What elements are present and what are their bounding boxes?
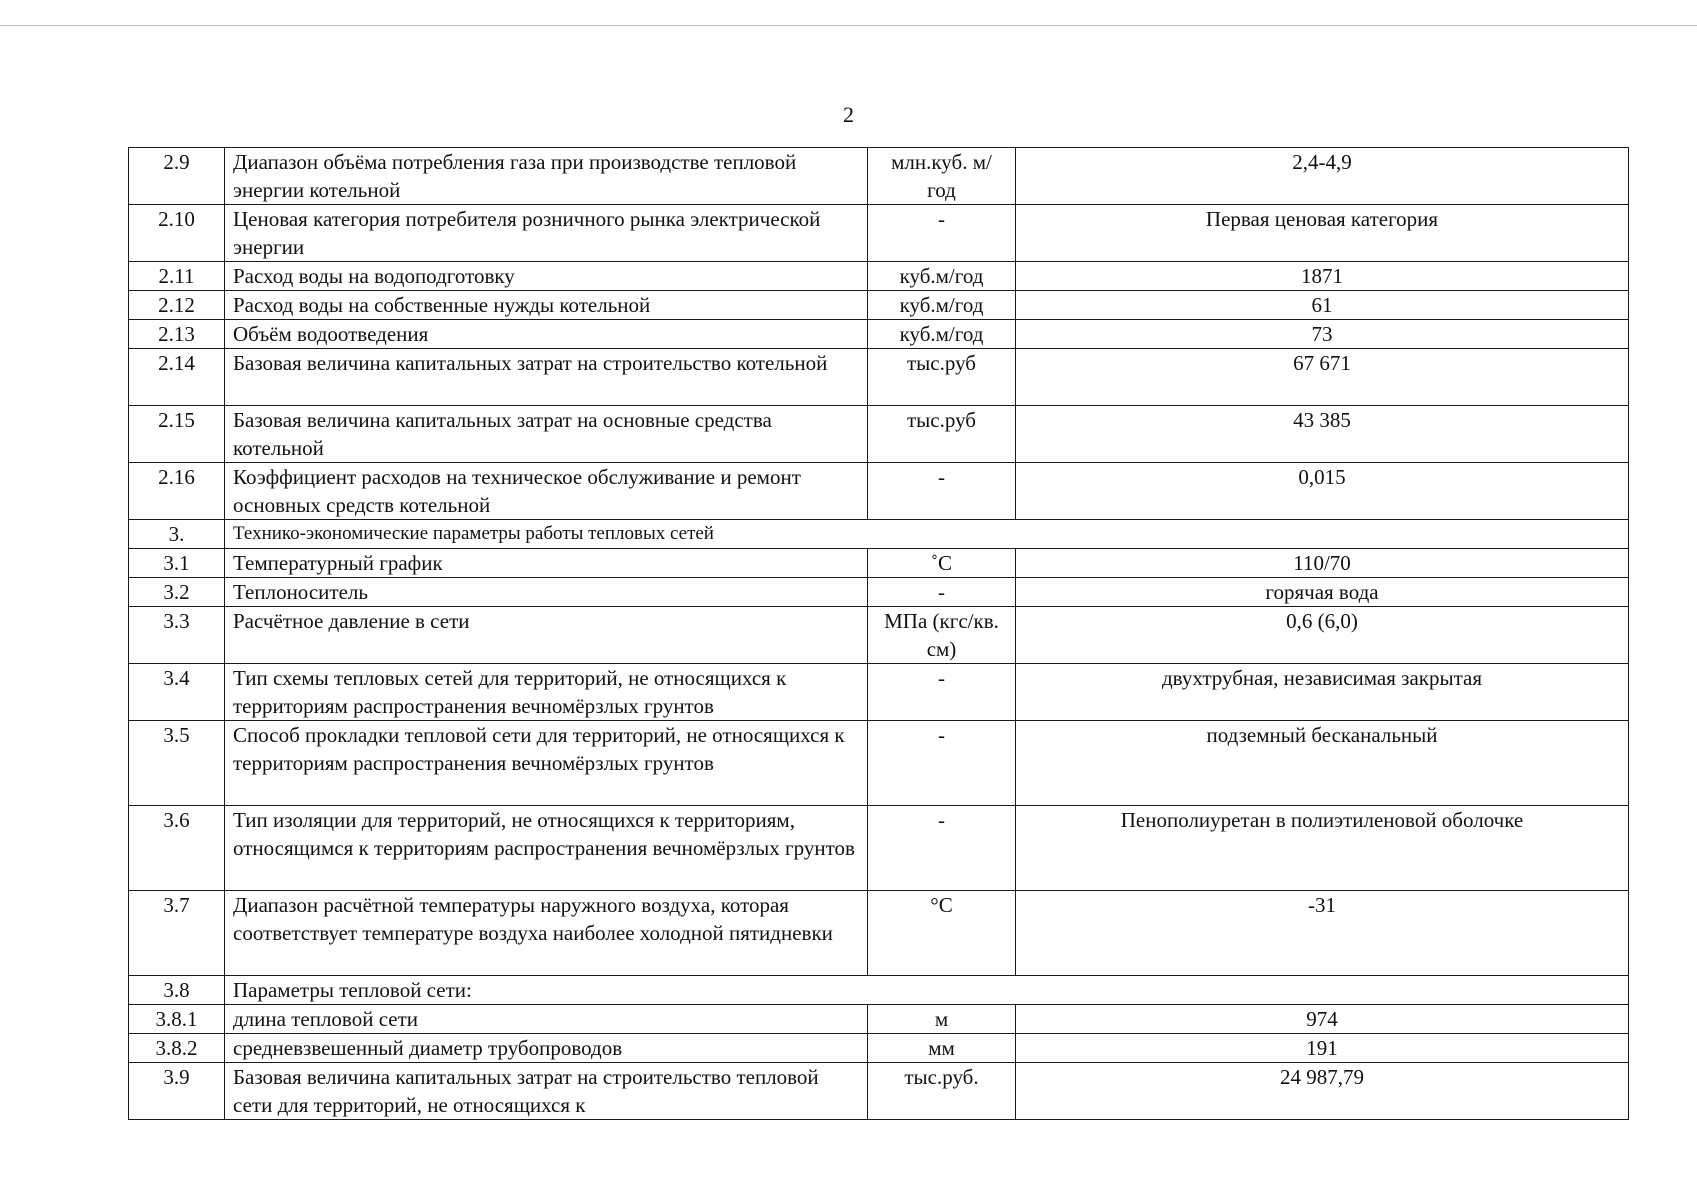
row-unit: куб.м/год bbox=[868, 291, 1016, 320]
row-number: 3.9 bbox=[129, 1063, 225, 1120]
row-unit: млн.куб. м/ год bbox=[868, 148, 1016, 205]
row-value: двухтрубная, независимая закрытая bbox=[1016, 664, 1629, 721]
row-number: 3.8.2 bbox=[129, 1034, 225, 1063]
row-number: 3.2 bbox=[129, 578, 225, 607]
page-number: 2 bbox=[843, 102, 854, 127]
row-value: 0,015 bbox=[1016, 463, 1629, 520]
row-unit: - bbox=[868, 205, 1016, 262]
top-rule bbox=[0, 25, 1697, 26]
row-number: 2.14 bbox=[129, 349, 225, 406]
row-value: горячая вода bbox=[1016, 578, 1629, 607]
row-description: Способ прокладки тепловой сети для территорий, не относящихся к территориям распространения вечномёрзлых грунтов bbox=[225, 721, 868, 806]
table-row bbox=[129, 721, 1629, 806]
row-value: -31 bbox=[1016, 891, 1629, 976]
row-unit: куб.м/год bbox=[868, 262, 1016, 291]
row-description: Тип схемы тепловых сетей для территорий, не относящихся к территориям распространения вечномёрзлых грунтов bbox=[225, 664, 868, 721]
row-value: подземный бесканальный bbox=[1016, 721, 1629, 806]
row-unit: тыс.руб. bbox=[868, 1063, 1016, 1120]
row-description: Базовая величина капитальных затрат на строительство тепловой сети для территорий, не относящихся к bbox=[225, 1063, 868, 1120]
row-value: 43 385 bbox=[1016, 406, 1629, 463]
section-row bbox=[129, 520, 1629, 549]
row-unit: МПа (кгс/кв. см) bbox=[868, 607, 1016, 664]
row-description: Объём водоотведения bbox=[225, 320, 868, 349]
row-number: 3.7 bbox=[129, 891, 225, 976]
table-row bbox=[129, 664, 1629, 721]
row-unit: м bbox=[868, 1005, 1016, 1034]
row-number: 2.9 bbox=[129, 148, 225, 205]
table-row bbox=[129, 1034, 1629, 1063]
row-number: 2.13 bbox=[129, 320, 225, 349]
row-description: Расчётное давление в сети bbox=[225, 607, 868, 664]
table-row bbox=[129, 406, 1629, 463]
row-unit: куб.м/год bbox=[868, 320, 1016, 349]
table-row bbox=[129, 349, 1629, 406]
section-number: 3.8 bbox=[129, 976, 225, 1005]
row-description: Диапазон объёма потребления газа при производстве тепловой энергии котельной bbox=[225, 148, 868, 205]
row-description: Тип изоляции для территорий, не относящихся к территориям, относящимся к территориям распространения вечномёрзлых грунтов bbox=[225, 806, 868, 891]
row-description: Расход воды на водоподготовку bbox=[225, 262, 868, 291]
row-number: 2.10 bbox=[129, 205, 225, 262]
row-description: Температурный график bbox=[225, 549, 868, 578]
row-value: 110/70 bbox=[1016, 549, 1629, 578]
row-value: 0,6 (6,0) bbox=[1016, 607, 1629, 664]
row-unit: - bbox=[868, 664, 1016, 721]
row-description: Диапазон расчётной температуры наружного воздуха, которая соответствует температуре воздуха наиболее холодной пятидневки bbox=[225, 891, 868, 976]
row-description: Коэффициент расходов на техническое обслуживание и ремонт основных средств котельной bbox=[225, 463, 868, 520]
table-row bbox=[129, 148, 1629, 205]
row-number: 3.6 bbox=[129, 806, 225, 891]
row-number: 3.1 bbox=[129, 549, 225, 578]
row-number: 3.3 bbox=[129, 607, 225, 664]
row-description: Расход воды на собственные нужды котельной bbox=[225, 291, 868, 320]
section-row bbox=[129, 976, 1629, 1005]
table-row bbox=[129, 578, 1629, 607]
section-number: 3. bbox=[129, 520, 225, 549]
row-number: 3.8.1 bbox=[129, 1005, 225, 1034]
table-row bbox=[129, 320, 1629, 349]
table-row bbox=[129, 1005, 1629, 1034]
row-description: длина тепловой сети bbox=[225, 1005, 868, 1034]
row-value: 191 bbox=[1016, 1034, 1629, 1063]
row-number: 3.5 bbox=[129, 721, 225, 806]
parameters-table bbox=[128, 147, 1629, 1120]
row-unit: мм bbox=[868, 1034, 1016, 1063]
row-number: 2.11 bbox=[129, 262, 225, 291]
row-number: 2.12 bbox=[129, 291, 225, 320]
row-value: Пенополиуретан в полиэтиленовой оболочке bbox=[1016, 806, 1629, 891]
row-unit: - bbox=[868, 463, 1016, 520]
row-value: 61 bbox=[1016, 291, 1629, 320]
section-title: Параметры тепловой сети: bbox=[225, 976, 1629, 1005]
row-unit: ˚С bbox=[868, 549, 1016, 578]
table-row bbox=[129, 262, 1629, 291]
row-value: 2,4-4,9 bbox=[1016, 148, 1629, 205]
row-unit: - bbox=[868, 806, 1016, 891]
row-number: 3.4 bbox=[129, 664, 225, 721]
table-row bbox=[129, 607, 1629, 664]
section-title: Технико-экономические параметры работы тепловых сетей bbox=[225, 520, 1629, 549]
row-value: 67 671 bbox=[1016, 349, 1629, 406]
row-unit: тыс.руб bbox=[868, 406, 1016, 463]
row-description: Базовая величина капитальных затрат на основные средства котельной bbox=[225, 406, 868, 463]
row-description: Базовая величина капитальных затрат на строительство котельной bbox=[225, 349, 868, 406]
table-row bbox=[129, 549, 1629, 578]
row-unit: - bbox=[868, 721, 1016, 806]
table-row bbox=[129, 291, 1629, 320]
table-row bbox=[129, 205, 1629, 262]
table-row bbox=[129, 806, 1629, 891]
row-value: 24 987,79 bbox=[1016, 1063, 1629, 1120]
row-number: 2.15 bbox=[129, 406, 225, 463]
row-value: 73 bbox=[1016, 320, 1629, 349]
table-row bbox=[129, 891, 1629, 976]
row-value: 1871 bbox=[1016, 262, 1629, 291]
row-description: Теплоноситель bbox=[225, 578, 868, 607]
table-row bbox=[129, 1063, 1629, 1120]
row-number: 2.16 bbox=[129, 463, 225, 520]
row-unit: - bbox=[868, 578, 1016, 607]
row-value: 974 bbox=[1016, 1005, 1629, 1034]
row-description: средневзвешенный диаметр трубопроводов bbox=[225, 1034, 868, 1063]
row-unit: °С bbox=[868, 891, 1016, 976]
row-value: Первая ценовая категория bbox=[1016, 205, 1629, 262]
row-unit: тыс.руб bbox=[868, 349, 1016, 406]
table-row bbox=[129, 463, 1629, 520]
row-description: Ценовая категория потребителя розничного рынка электрической энергии bbox=[225, 205, 868, 262]
